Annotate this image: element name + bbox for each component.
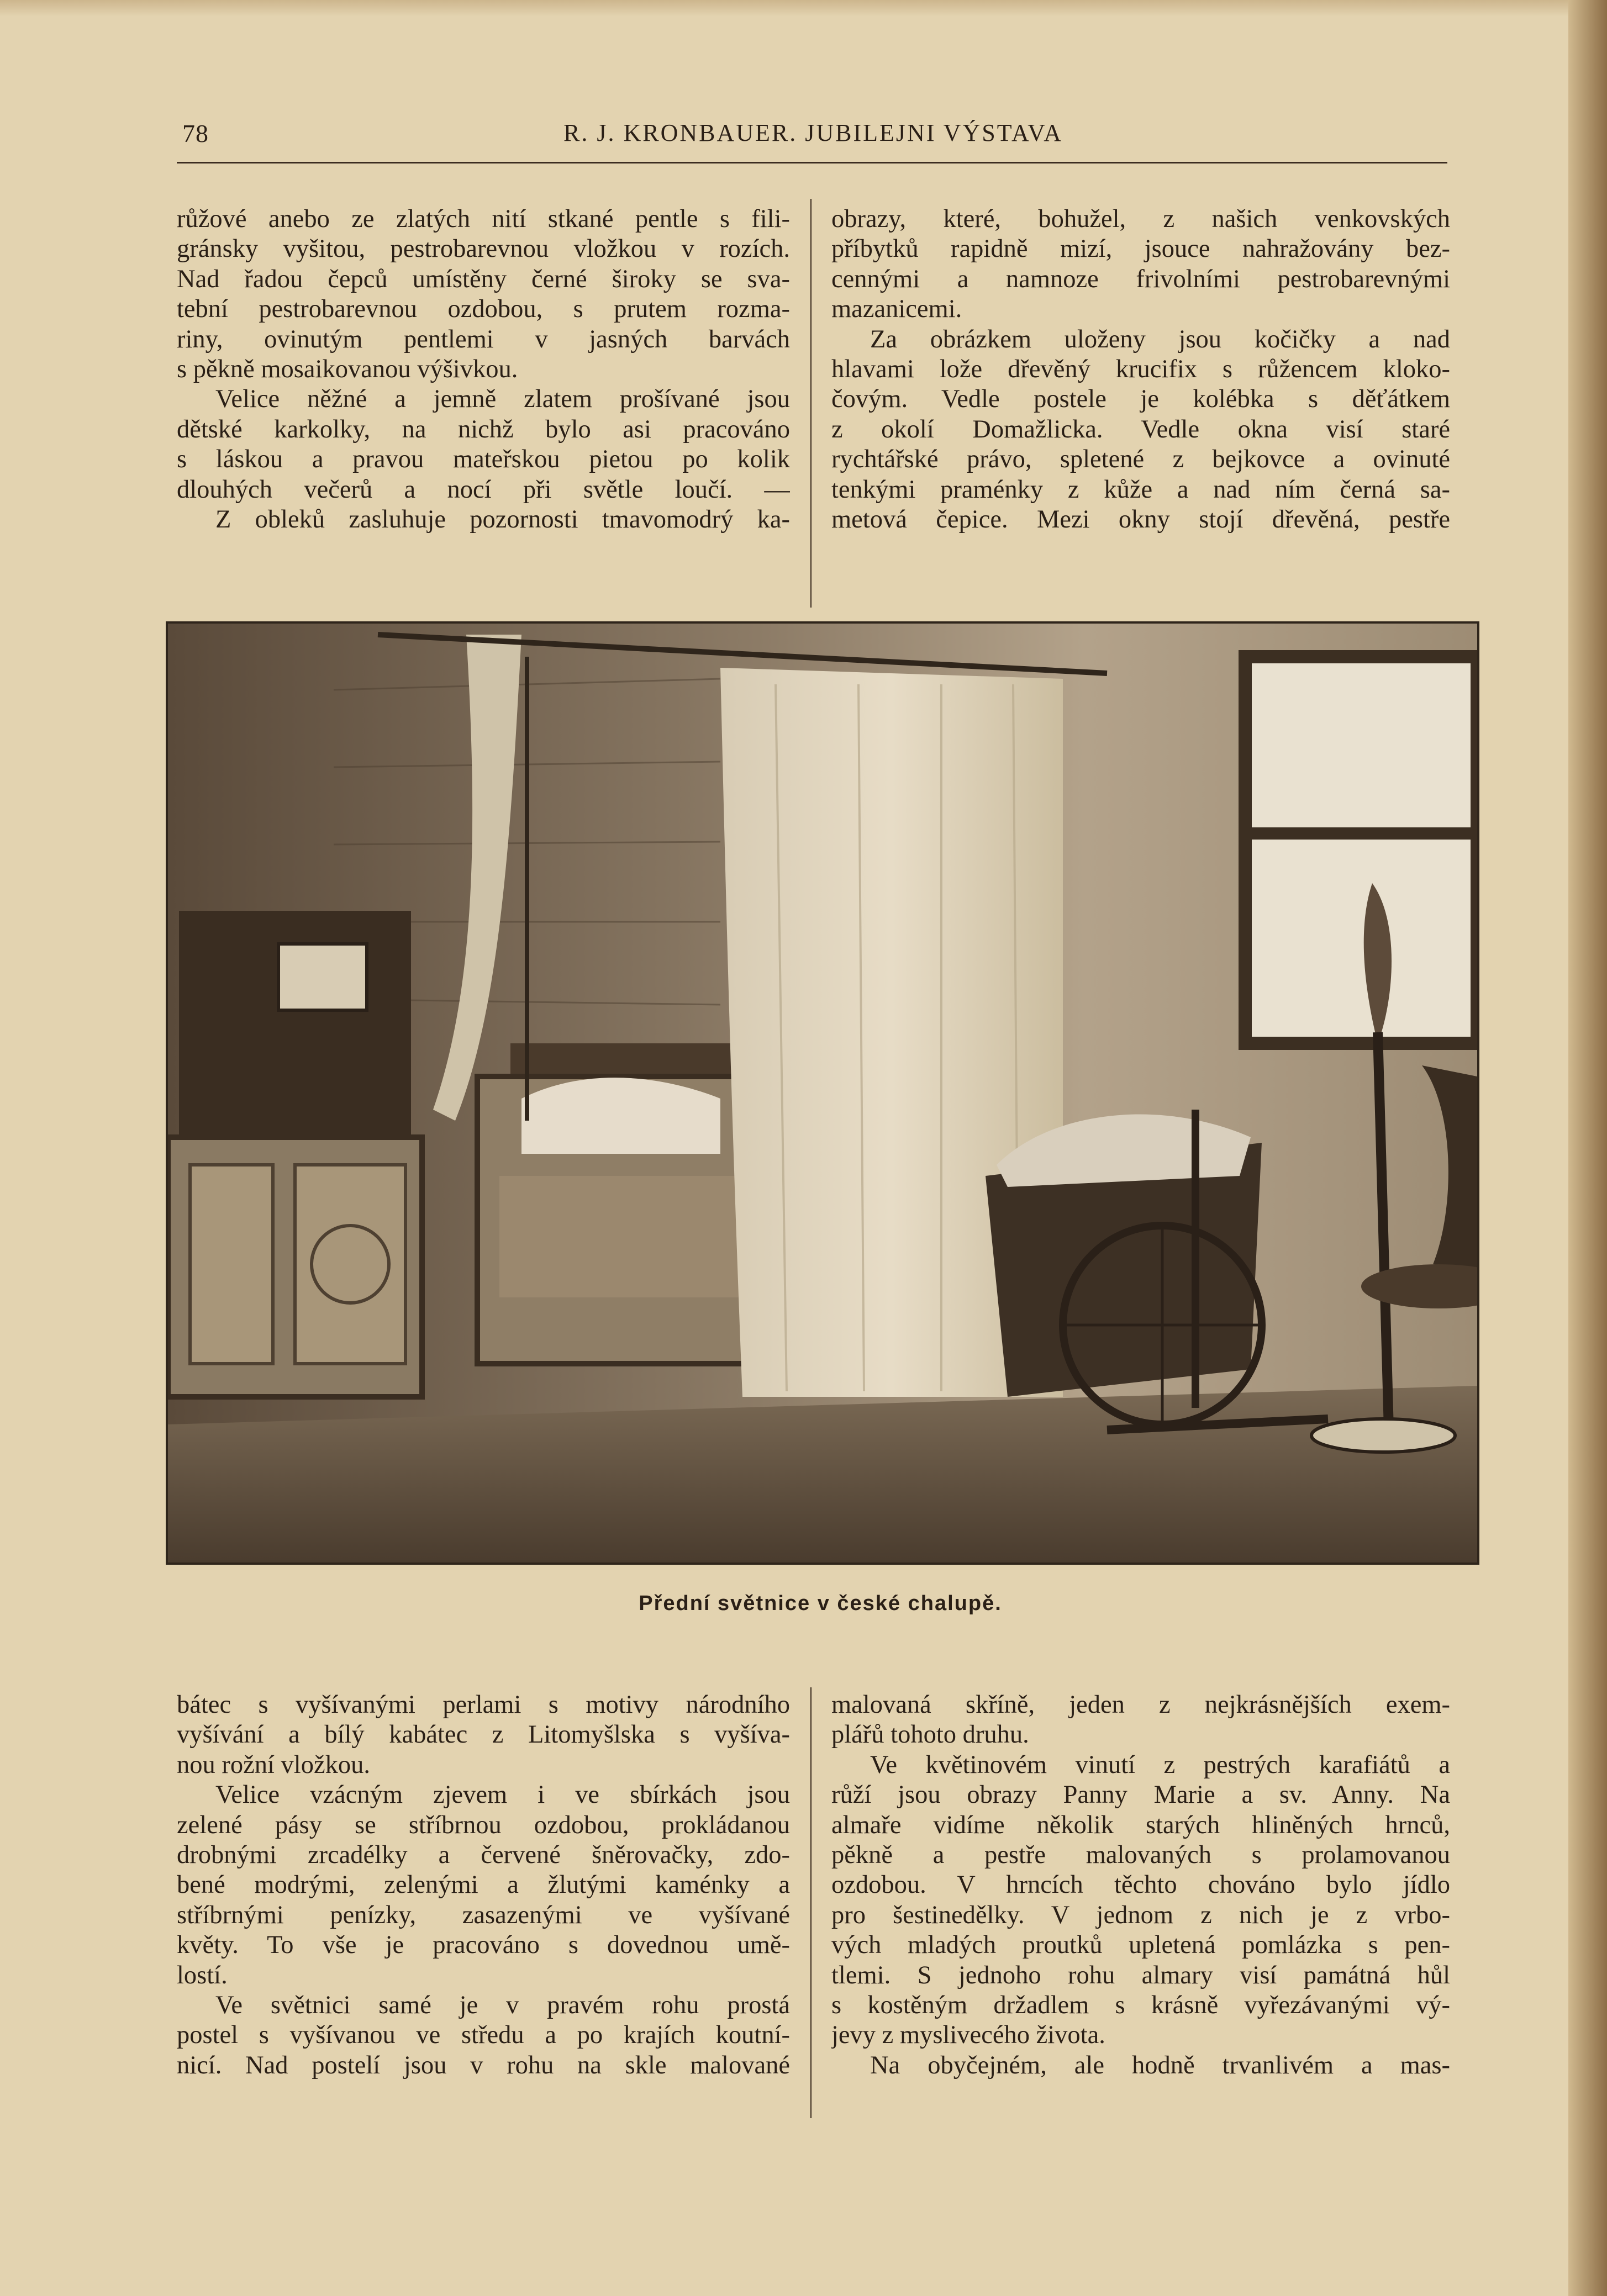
text-line: cennými a namnoze frivolními pestrobarevnými bbox=[831, 265, 1450, 293]
top-left-column bbox=[177, 204, 790, 535]
text-line: dětské karkolky, na nichž bylo asi pracováno bbox=[177, 415, 790, 444]
text-line: bené modrými, zelenými a žlutými kaménky a bbox=[177, 1871, 790, 1899]
text-line: drobnými zrcadélky a červené šněrovačky, zdo- bbox=[177, 1840, 790, 1869]
painted-chest bbox=[168, 911, 422, 1397]
text-line: mazanicemi. bbox=[831, 295, 962, 324]
text-line: pro šestinedělky. V jednom z nich je z vrbo- bbox=[831, 1901, 1450, 1929]
text-line: Velice něžné a jemně zlatem prošívané jsou bbox=[215, 385, 790, 414]
text-line: jevy z myslivecého života. bbox=[831, 2021, 1105, 2050]
text-line: almaře vidíme několik starých hliněných hrnců, bbox=[831, 1811, 1450, 1839]
text-line: malovaná skříně, jeden z nejkrásnějších exem- bbox=[831, 1691, 1450, 1719]
running-title: R. J. KRONBAUER. JUBILEJNI VÝSTAVA bbox=[563, 119, 1063, 146]
text-line: Z obleků zasluhuje pozornosti tmavomodrý ka- bbox=[215, 505, 790, 534]
cradle bbox=[986, 1115, 1262, 1397]
page-top-edge bbox=[0, 0, 1607, 17]
text-line: tenkými praménky z kůže a nad ním černá sa- bbox=[831, 475, 1450, 504]
text-line: vyšívání a bílý kabátec z Litomyšlska s vyšíva- bbox=[177, 1720, 790, 1749]
text-line: Velice vzácným zjevem i ve sbírkách jsou bbox=[215, 1781, 790, 1809]
header-rule bbox=[177, 162, 1447, 163]
column-divider bbox=[810, 199, 812, 608]
page-number: 78 bbox=[182, 119, 209, 147]
text-line: Na obyčejném, ale hodně trvanlivém a mas- bbox=[870, 2051, 1450, 2079]
text-line: dlouhých večerů a nocí při světle loučí. — bbox=[177, 475, 790, 504]
text-line: stříbrnými penízky, zasazenými ve vyšívané bbox=[177, 1901, 790, 1929]
text-line: zelené pásy se stříbrnou ozdobou, prokládanou bbox=[177, 1811, 790, 1839]
text-line: čovým. Vedle postele je kolébka s děťátkem bbox=[831, 385, 1450, 414]
text-line: gránsky vyšitou, pestrobarevnou vložkou v rozích. bbox=[177, 235, 790, 263]
top-right-column bbox=[831, 204, 1450, 535]
text-line: rychtářské právo, spletené z bejkovce a ovinuté bbox=[831, 445, 1450, 474]
text-line: tlemi. S jednoho rohu almary visí památná hůl bbox=[831, 1961, 1450, 1989]
text-line: s láskou a pravou mateřskou pietou po kolik bbox=[177, 445, 790, 474]
bottom-left-column bbox=[177, 1690, 790, 2081]
text-line: z okolí Domažlicka. Vedle okna visí staré bbox=[831, 415, 1450, 444]
text-line: Za obrázkem uloženy jsou kočičky a nad bbox=[870, 325, 1450, 353]
text-line: riny, ovinutým pentlemi v jasných barvách bbox=[177, 325, 790, 353]
text-line: obrazy, které, bohužel, z našich venkovských bbox=[831, 205, 1450, 233]
text-line: tební pestrobarevnou ozdobou, s prutem rozma- bbox=[177, 295, 790, 324]
running-header bbox=[182, 119, 1447, 157]
text-line: plářů tohoto druhu. bbox=[831, 1720, 1029, 1749]
window bbox=[1245, 657, 1477, 1043]
text-line: květy. To vše je pracováno s dovednou umě- bbox=[177, 1931, 790, 1960]
text-line: růží jsou obrazy Panny Marie a sv. Anny. Na bbox=[831, 1781, 1450, 1809]
bottom-right-column bbox=[831, 1690, 1450, 2081]
interior-photograph bbox=[166, 621, 1479, 1565]
text-line: příbytků rapidně mizí, jsouce nahražovány bez- bbox=[831, 235, 1450, 263]
text-line: vých mladých proutků upletená pomlázka s pen- bbox=[831, 1931, 1450, 1960]
page-binding-edge bbox=[1568, 0, 1607, 2296]
text-line: s kostěným držadlem s krásně vyřezávanými vý- bbox=[831, 1991, 1450, 2019]
text-line: postel s vyšívanou ve středu a po krajích koutní- bbox=[177, 2021, 790, 2050]
text-line: ozdobou. V hrncích těchto chováno bylo jídlo bbox=[831, 1871, 1450, 1899]
text-line: s pěkně mosaikovanou výšivkou. bbox=[177, 355, 518, 383]
text-line: hlavami lože dřevěný krucifix s růžencem kloko- bbox=[831, 355, 1450, 383]
text-line: nou rožní vložkou. bbox=[177, 1750, 370, 1779]
figure-caption: Přední světnice v české chalupě. bbox=[639, 1592, 1002, 1615]
column-divider bbox=[810, 1687, 812, 2118]
text-line: nicí. Nad postelí jsou v rohu na skle malované bbox=[177, 2051, 790, 2079]
text-line: lostí. bbox=[177, 1961, 228, 1989]
text-line: Ve světnici samé je v pravém rohu prostá bbox=[215, 1991, 790, 2019]
text-line: Nad řadou čepců umístěny černé široky se sva- bbox=[177, 265, 790, 293]
text-line: metová čepice. Mezi okny stojí dřevěná, pestře bbox=[831, 505, 1450, 534]
text-line: pěkně a pestře malovaných s prolamovanou bbox=[831, 1840, 1450, 1869]
text-line: bátec s vyšívanými perlami s motivy národního bbox=[177, 1691, 790, 1719]
text-line: Ve květinovém vinutí z pestrých karafiátů a bbox=[870, 1750, 1450, 1779]
text-line: růžové anebo ze zlatých nití stkané pentle s fili- bbox=[177, 205, 790, 233]
